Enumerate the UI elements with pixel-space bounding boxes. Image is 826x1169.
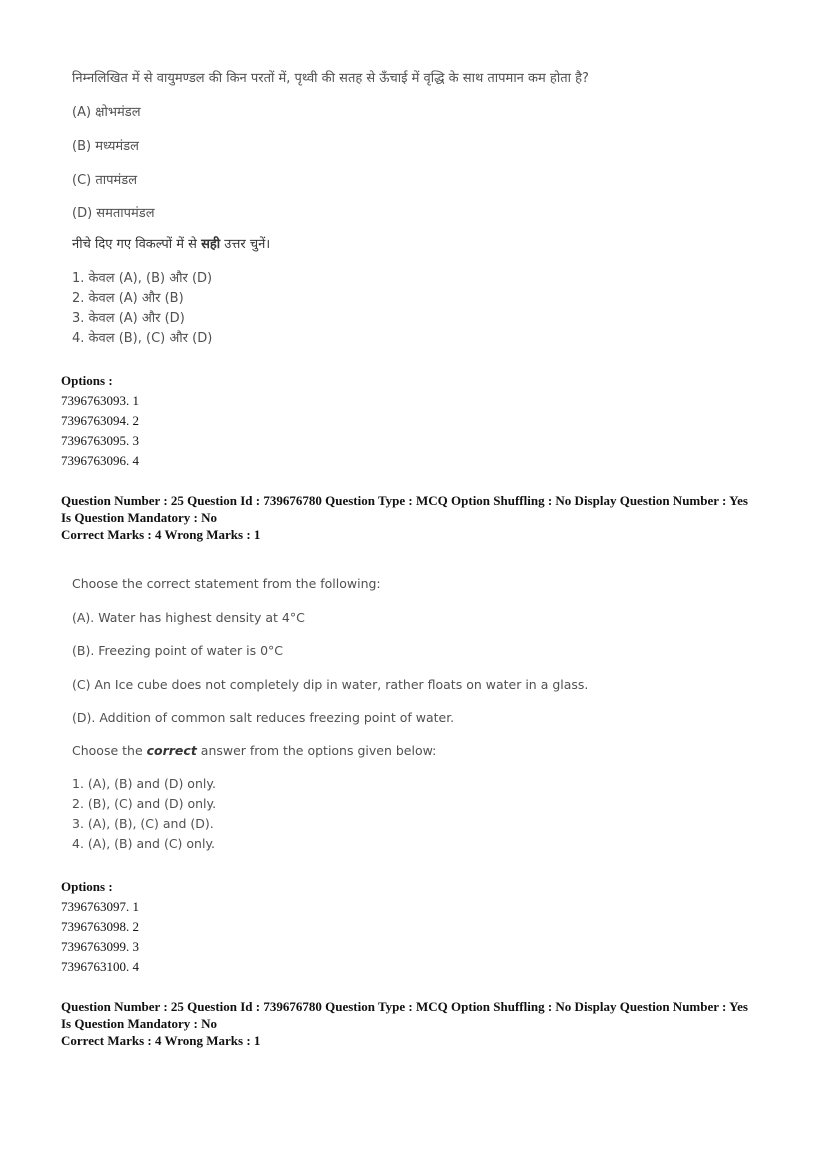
option-item: 7396763098. 2 [61,919,139,934]
option-item: 7396763100. 4 [61,959,139,974]
options-heading: Options : [61,879,113,894]
question-meta-1 [61,492,748,543]
question-mandatory: Is Question Mandatory : No [61,510,218,525]
question-1-stem: निम्नलिखित में से वायुमण्डल की किन परतों में, पृथ्वी की सतह से ऊँचाई में वृद्धि के साथ तापमान कम होता है? [72,71,589,86]
options-block-2 [61,877,139,977]
question-1-instruction: नीचे दिए गए विकल्पों में से सही उत्तर चुनें। [72,237,271,252]
question-2-instruction: Choose the correct answer from the options given below: [72,743,437,758]
question-2-statement-a: (A). Water has highest density at 4°C [72,610,305,625]
options-block-1 [61,371,139,471]
option-item: 7396763096. 4 [61,453,139,468]
question-2-choice-1: 1. (A), (B) and (D) only. [72,776,216,791]
question-1-choice-3: 3. केवल (A) और (D) [72,311,185,326]
question-2-statement-b: (B). Freezing point of water is 0°C [72,643,284,658]
question-2-statement-d: (D). Addition of common salt reduces freezing point of water. [72,710,455,725]
question-2-stem: Choose the correct statement from the following: [72,576,381,591]
option-item: 7396763095. 3 [61,433,139,448]
question-2-choice-4: 4. (A), (B) and (C) only. [72,836,216,851]
question-1-choice-4: 4. केवल (B), (C) और (D) [72,331,213,346]
question-meta-line: Question Number : 25 Question Id : 739676780 Question Type : MCQ Option Shuffling : No Display Question Number : Yes [61,493,748,508]
question-2-statement-c: (C) An Ice cube does not completely dip in water, rather floats on water in a glass. [72,677,589,692]
option-item: 7396763094. 2 [61,413,139,428]
question-1-choice-2: 2. केवल (A) और (B) [72,291,184,306]
question-1-statement-a: (A) क्षोभमंडल [72,105,141,120]
option-item: 7396763099. 3 [61,939,139,954]
question-mandatory: Is Question Mandatory : No [61,1016,218,1031]
question-1-statement-c: (C) तापमंडल [72,173,138,188]
question-1-choice-1: 1. केवल (A), (B) और (D) [72,271,213,286]
option-item: 7396763093. 1 [61,393,139,408]
option-item: 7396763097. 1 [61,899,139,914]
question-marks: Correct Marks : 4 Wrong Marks : 1 [61,1033,261,1048]
question-1-statement-d: (D) समतापमंडल [72,206,155,221]
question-meta-line: Question Number : 25 Question Id : 739676780 Question Type : MCQ Option Shuffling : No Display Question Number : Yes [61,999,748,1014]
question-1-statement-b: (B) मध्यमंडल [72,139,139,154]
question-2-choice-3: 3. (A), (B), (C) and (D). [72,816,214,831]
question-meta-2 [61,998,748,1049]
question-marks: Correct Marks : 4 Wrong Marks : 1 [61,527,261,542]
question-2-choice-2: 2. (B), (C) and (D) only. [72,796,217,811]
options-heading: Options : [61,373,113,388]
